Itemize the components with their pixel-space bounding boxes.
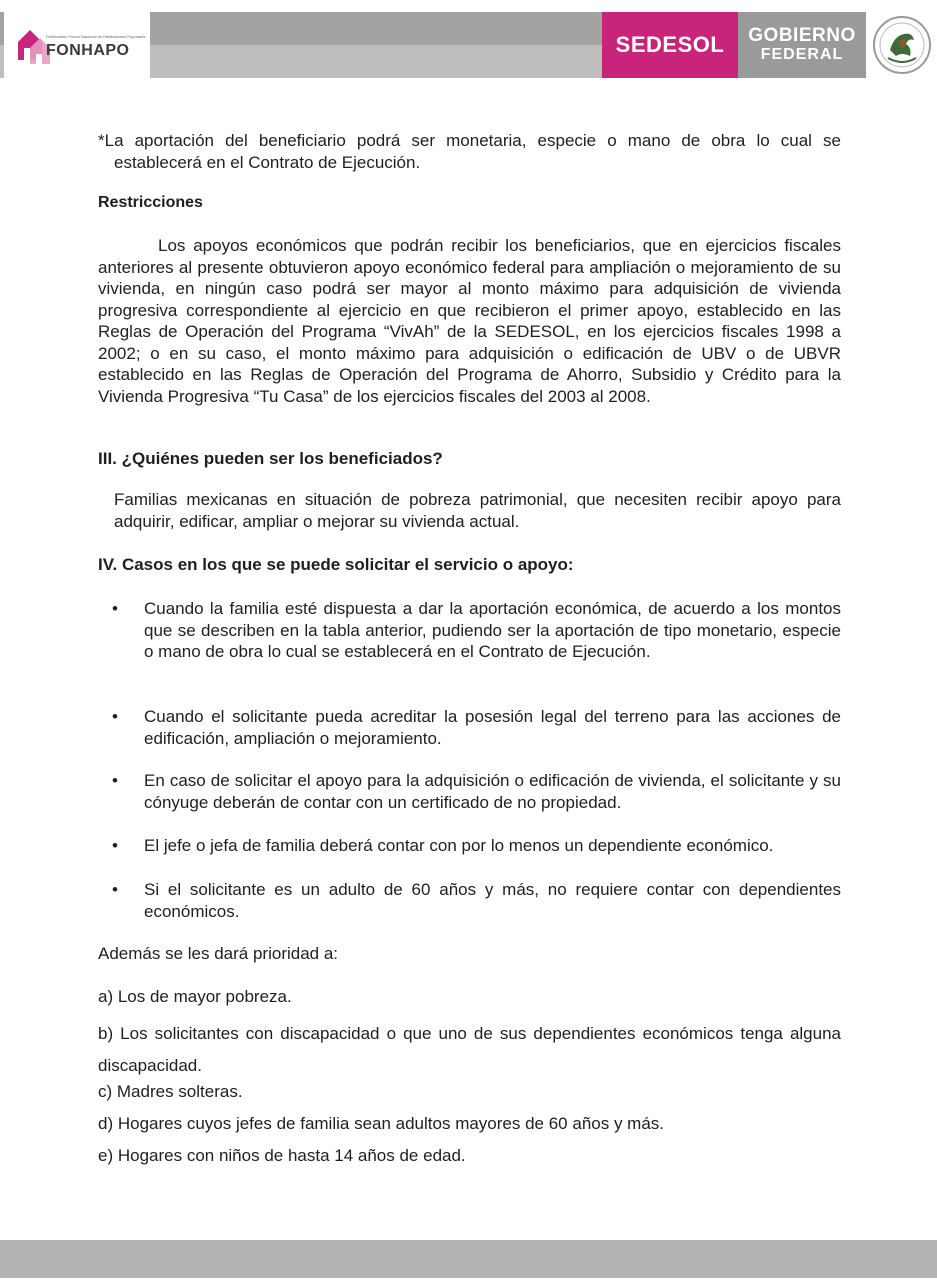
priority-intro: Además se les dará prioridad a:: [98, 944, 339, 963]
section3-title: III. ¿Quiénes pueden ser los beneficiados?: [98, 449, 443, 468]
page-header: [0, 12, 937, 78]
fonhapo-logo: [4, 12, 150, 78]
list-item: Cuando el solicitante pueda acreditar la posesión legal del terreno para las acciones de edificación, ampliación o mejoramiento.: [144, 707, 841, 748]
priority-item-d: d) Hogares cuyos jefes de familia sean adultos mayores de 60 años y más.: [98, 1114, 665, 1133]
gobierno-line2: FEDERAL: [760, 46, 844, 63]
list-item: Si el solicitante es un adulto de 60 años y más, no requiere contar con dependientes económicos.: [144, 880, 841, 921]
aportacion-note: [98, 130, 841, 173]
priority-item-b-text: b) Los solicitantes con discapacidad o que uno de sus dependientes económicos tenga alguna discapacidad.: [98, 1024, 841, 1075]
bullet-dot-icon: •: [112, 771, 118, 790]
page-footer-band: [0, 1240, 937, 1278]
priority-item-c: c) Madres solteras.: [98, 1082, 243, 1101]
priority-item-e: e) Hogares con niños de hasta 14 años de edad.: [98, 1146, 466, 1165]
list-item: Cuando la familia esté dispuesta a dar la aportación económica, de acuerdo a los montos que se describen en la tabla anterior, pudiendo ser la aportación de tipo monetario, especie o mano de obra lo cual se establecerá en el Contrato de Ejecución.: [144, 599, 841, 661]
list-item: El jefe o jefa de familia deberá contar con por lo menos un dependiente económico.: [144, 836, 774, 855]
restricciones-body: Los apoyos económicos que podrán recibir los beneficiarios, que en ejercicios fiscales anteriores al presente obtuvieron apoyo económico federal para ampliación o mejoramiento de su vivienda, en ningún caso podrá ser mayor al monto máximo para adquisición de vivienda progresiva correspondiente al ejercicio en que recibieron el primer apoyo, establecido en las Reglas de Operación del Programa “VivAh” de la SEDESOL, en los ejercicios fiscales 1998 a 2002; o en su caso, el monto máximo para adquisición o edificación de UBV o de UBVR establecido en las Reglas de Operación del Programa de Ahorro, Subsidio y Crédito para la Vivienda Progresiva “Tu Casa” de los ejercicios fiscales del 2003 al 2008.: [98, 236, 841, 406]
list-item: En caso de solicitar el apoyo para la adquisición o edificación de vivienda, el solicitante y su cónyuge deberán de contar con un certificado de no propiedad.: [144, 771, 841, 812]
gobierno-federal-logo: [738, 12, 866, 78]
bullet-dot-icon: •: [112, 599, 118, 618]
eagle-seal-icon: [872, 14, 932, 76]
fonhapo-wordmark: FONHAPO: [46, 42, 130, 59]
bullet-dot-icon: •: [112, 836, 118, 855]
bullet-dot-icon: •: [112, 880, 118, 899]
priority-item-b: [98, 1018, 841, 1082]
note-text: *La aportación del beneficiario podrá ser monetaria, especie o mano de obra lo cual se establecerá en el Contrato de Ejecución.: [98, 131, 841, 172]
mexico-seal: [866, 12, 937, 78]
gobierno-line1: GOBIERNO: [748, 25, 856, 46]
bullet-dot-icon: •: [112, 707, 118, 726]
sedesol-label: SEDESOL: [615, 32, 725, 57]
sedesol-logo: [602, 12, 738, 78]
priority-item-a: a) Los de mayor pobreza.: [98, 987, 292, 1006]
restricciones-title: Restricciones: [98, 194, 203, 211]
fonhapo-tagline: Fideicomiso Fondo Nacional de Habitaciones Populares: [46, 34, 146, 39]
section3-body: Familias mexicanas en situación de pobreza patrimonial, que necesiten recibir apoyo para adquirir, edificar, ampliar o mejorar su vivienda actual.: [114, 490, 841, 531]
section4-title: IV. Casos en los que se puede solicitar el servicio o apoyo:: [98, 555, 574, 574]
